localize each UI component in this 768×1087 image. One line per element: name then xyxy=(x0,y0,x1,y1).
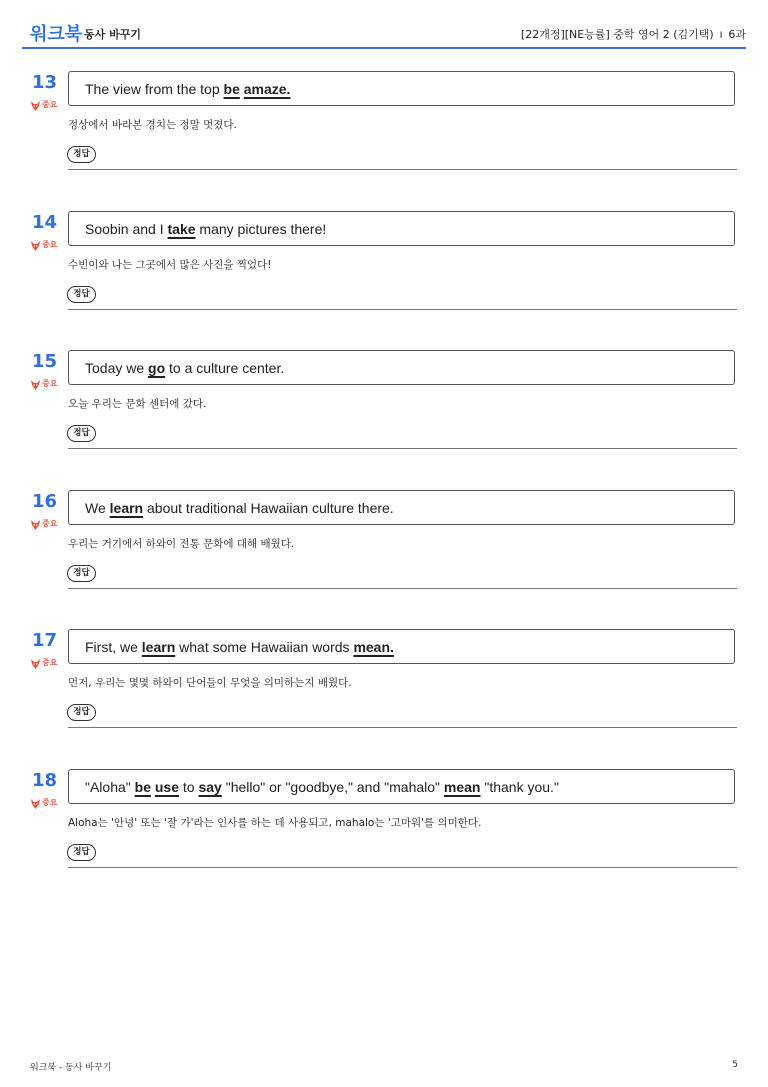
sentence-text: Today we xyxy=(85,360,149,376)
question-number: 15 xyxy=(32,351,58,372)
header-divider xyxy=(22,47,746,49)
page-number: 5 xyxy=(732,1060,738,1070)
badge-label: 중요 xyxy=(42,240,58,249)
section-title: 동사 바꾸기 xyxy=(84,28,141,41)
sentence-box xyxy=(68,769,735,804)
course-info xyxy=(521,26,746,42)
question-divider xyxy=(68,169,737,170)
target-verb: learn xyxy=(109,500,144,516)
question-number: 13 xyxy=(32,72,58,93)
sentence-box xyxy=(68,211,735,246)
sentence-text: "hello" or "goodbye," and "mahalo" xyxy=(221,779,444,795)
importance-badge xyxy=(30,658,58,670)
sentence-text: We xyxy=(85,500,110,516)
target-verb: go xyxy=(148,360,166,376)
question-divider xyxy=(68,448,737,449)
sentence-text: to xyxy=(179,779,199,795)
sentence-text: many pictures there! xyxy=(195,221,327,237)
badge-label: 중요 xyxy=(42,798,58,807)
brand-title: 워크북 xyxy=(30,24,83,45)
badge-label: 중요 xyxy=(42,100,58,109)
target-verb: mean. xyxy=(353,639,394,655)
sentence-text: Soobin and I xyxy=(85,221,168,237)
translation-text: 오늘 우리는 문화 센터에 갔다. xyxy=(68,398,207,410)
translation-text: 우리는 거기에서 하와이 전통 문화에 대해 배웠다. xyxy=(68,538,295,550)
header-separator: I xyxy=(719,31,723,41)
translation-text: 수빈이와 나는 그곳에서 많은 사진을 찍었다! xyxy=(68,259,272,271)
importance-badge xyxy=(30,379,58,391)
sentence-text: about traditional Hawaiian culture there. xyxy=(143,500,394,516)
question-divider xyxy=(68,588,737,589)
sentence-text: what some Hawaiian words xyxy=(175,639,354,655)
target-verb: amaze. xyxy=(243,81,291,97)
page-header xyxy=(30,18,746,48)
sentence-text: to a culture center. xyxy=(165,360,285,376)
translation-text: Aloha는 '안녕' 또는 '잘 가'라는 인사를 하는 데 사용되고, mahalo는 '고마워'를 의미한다. xyxy=(68,817,482,829)
question-number: 17 xyxy=(32,630,58,651)
target-verb: be xyxy=(223,81,240,97)
answer-button[interactable]: 정답 xyxy=(67,286,96,303)
importance-badge xyxy=(30,798,58,810)
sentence-text: "Aloha" xyxy=(85,779,135,795)
course-title: [22개정][NE능률] 중학 영어 2 (김기택) xyxy=(520,28,714,41)
sentence-text: The view from the top xyxy=(85,81,224,97)
question-number: 14 xyxy=(32,212,58,233)
answer-button[interactable]: 정답 xyxy=(67,425,96,442)
target-verb: mean xyxy=(443,779,481,795)
footer-title: 워크북 - 동사 바꾸기 xyxy=(30,1063,112,1073)
sentence-text: "thank you." xyxy=(480,779,559,795)
badge-label: 중요 xyxy=(42,379,58,388)
target-verb: be xyxy=(134,779,151,795)
sentence-box xyxy=(68,629,735,664)
answer-button[interactable]: 정답 xyxy=(67,704,96,721)
answer-button[interactable]: 정답 xyxy=(67,146,96,163)
target-verb: use xyxy=(154,779,179,795)
translation-text: 먼저, 우리는 몇몇 하와이 단어들이 무엇을 의미하는지 배웠다. xyxy=(68,677,352,689)
question-number: 16 xyxy=(32,491,58,512)
target-verb: take xyxy=(167,221,196,237)
target-verb: say xyxy=(198,779,222,795)
question-divider xyxy=(68,867,737,868)
question-divider xyxy=(68,727,737,728)
importance-badge xyxy=(30,100,58,112)
importance-badge xyxy=(30,240,58,252)
translation-text: 정상에서 바라본 경치는 정말 멋졌다. xyxy=(68,119,237,131)
question-number: 18 xyxy=(32,770,58,791)
sentence-box xyxy=(68,490,735,525)
sentence-text: First, we xyxy=(85,639,142,655)
lesson-label: 6과 xyxy=(728,28,746,41)
sentence-box xyxy=(68,71,735,106)
target-verb: learn xyxy=(141,639,176,655)
answer-button[interactable]: 정답 xyxy=(67,565,96,582)
question-divider xyxy=(68,309,737,310)
importance-badge xyxy=(30,519,58,531)
answer-button[interactable]: 정답 xyxy=(67,844,96,861)
badge-label: 중요 xyxy=(42,658,58,667)
badge-label: 중요 xyxy=(42,519,58,528)
sentence-box xyxy=(68,350,735,385)
